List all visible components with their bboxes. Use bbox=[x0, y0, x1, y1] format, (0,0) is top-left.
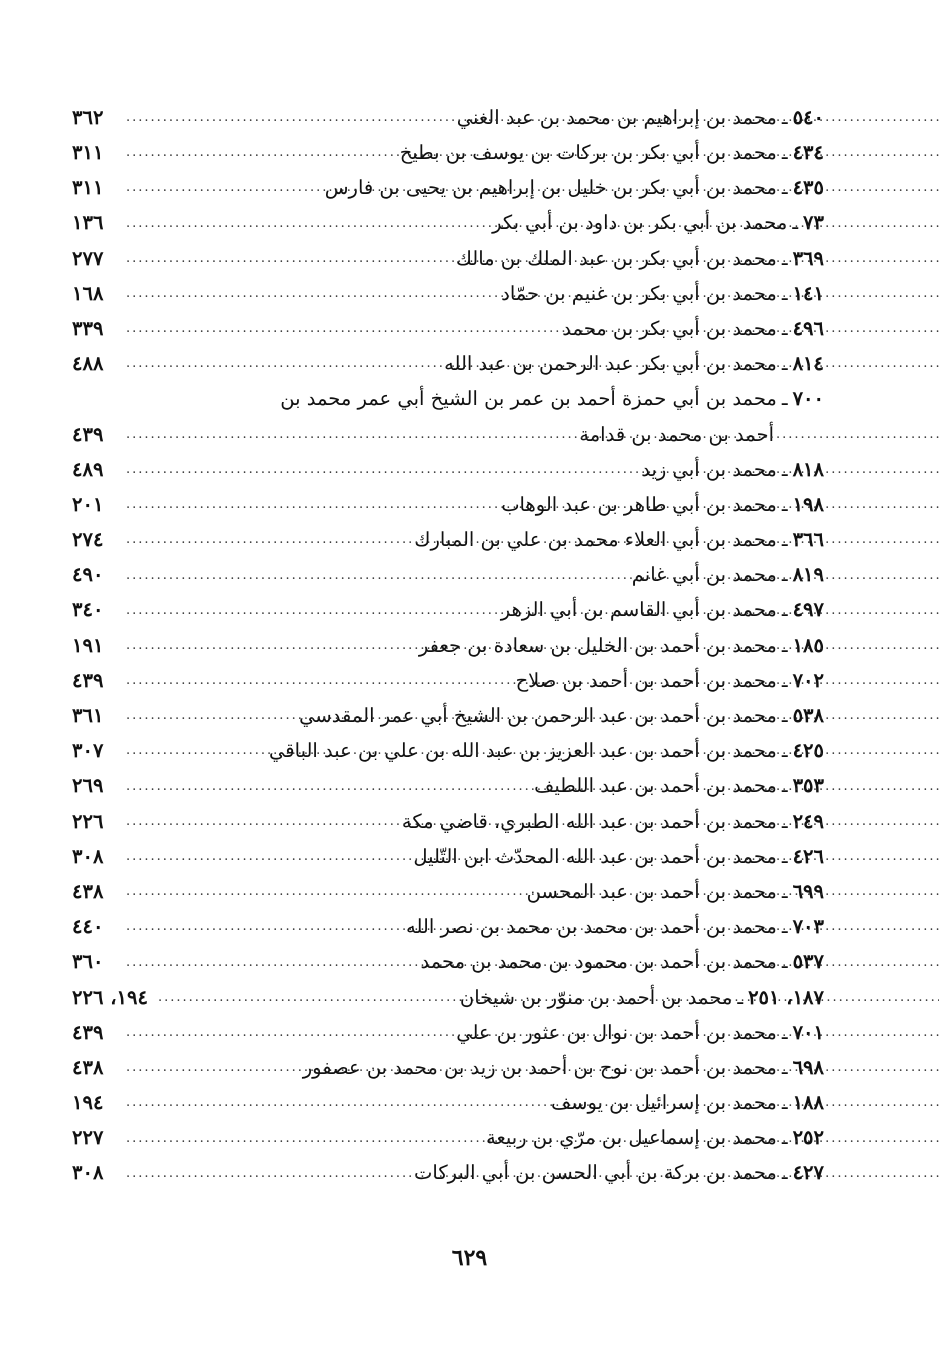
entry-name: محمد بن أبي بكر بن محمد bbox=[562, 316, 777, 340]
index-entry bbox=[72, 1156, 824, 1191]
entry-separator: ـ bbox=[781, 352, 788, 376]
entry-pages: ٣٦٠ bbox=[72, 950, 104, 974]
entry-separator: ـ bbox=[781, 1126, 788, 1150]
entry-name: محمد بن إسرائيل بن يوسف bbox=[550, 1091, 777, 1115]
entry-separator: ـ bbox=[781, 281, 788, 305]
entry-name: محمد بن أحمد بن عبد الرحمن بن الشيخ أبي عمر المقدسي bbox=[299, 704, 777, 728]
entry-number: ١٤١ bbox=[792, 281, 824, 305]
entry-pages: ٣٤٠ bbox=[72, 598, 104, 622]
leader-dots bbox=[116, 498, 501, 511]
entry-number: ٥٤٠ bbox=[792, 105, 824, 129]
leader-dots bbox=[116, 1096, 551, 1109]
entry-separator: ـ bbox=[781, 176, 788, 200]
entry-pages: ١٣٦ bbox=[72, 211, 104, 235]
index-entry-continuation bbox=[72, 417, 824, 452]
leader-dots bbox=[116, 850, 413, 863]
index-entry bbox=[72, 241, 824, 276]
entry-pages: ١٩١ bbox=[72, 633, 104, 657]
entry-name: محمد بن إبراهيم بن محمد بن عبد الغني bbox=[456, 105, 777, 129]
entry-pages: ٣٠٨ bbox=[72, 1161, 104, 1185]
entry-pages: ٤٤٠ bbox=[72, 915, 104, 939]
entry-name: محمد بن أحمد بن محمود بن محمد بن محمد bbox=[420, 950, 777, 974]
index-entry bbox=[72, 452, 824, 487]
entry-name: محمد بن بركة بن أبي الحسن بن أبي البركات bbox=[414, 1161, 777, 1185]
entry-separator: ـ bbox=[781, 563, 788, 587]
entry-separator: ـ bbox=[781, 915, 788, 939]
entry-separator: ـ bbox=[781, 668, 788, 692]
entry-pages: ٣٣٩ bbox=[72, 316, 104, 340]
entry-name-continuation: أحمد بن محمد بن قدامة bbox=[579, 422, 774, 446]
entry-pages: ٣١١ bbox=[72, 176, 104, 200]
entry-number: ٤٢٥ bbox=[792, 739, 824, 763]
entry-pages: ٢٢٦ bbox=[72, 809, 104, 833]
entry-separator: ـ bbox=[781, 704, 788, 728]
leader-dots bbox=[116, 674, 516, 687]
entry-number: ٨١٤ bbox=[792, 352, 824, 376]
leader-dots bbox=[116, 463, 641, 476]
entry-name: محمد بن أحمد بن محمد بن محمد بن نصر الله bbox=[406, 915, 777, 939]
entry-number: ١٨٥ bbox=[792, 633, 824, 657]
entry-number: ٧٠١ bbox=[792, 1020, 824, 1044]
leader-dots bbox=[116, 744, 269, 757]
index-entry bbox=[72, 522, 824, 557]
entry-number: ٤٩٦ bbox=[792, 316, 824, 340]
entry-separator: ـ bbox=[781, 141, 788, 165]
leader-dots bbox=[116, 1026, 456, 1039]
entry-name: محمد بن أبي طاهر بن عبد الوهاب bbox=[501, 492, 777, 516]
leader-dots bbox=[116, 252, 456, 265]
entry-number: ٣٦٩ bbox=[792, 246, 824, 270]
leader-dots bbox=[116, 111, 457, 124]
entry-number: ٦٩٩ bbox=[792, 879, 824, 903]
entry-number: ٦٩٨ bbox=[792, 1055, 824, 1079]
index-list bbox=[72, 100, 824, 1191]
entry-name: محمد بن أبي القاسم بن أبي الزهر bbox=[500, 598, 777, 622]
entry-separator: ـ bbox=[781, 739, 788, 763]
entry-separator: ـ bbox=[781, 1091, 788, 1115]
entry-number: ٤٢٦ bbox=[792, 844, 824, 868]
leader-dots bbox=[116, 357, 444, 370]
entry-separator: ـ bbox=[781, 457, 788, 481]
index-entry bbox=[72, 276, 824, 311]
entry-number: ٥٣٧ bbox=[792, 950, 824, 974]
leader-dots bbox=[116, 604, 501, 617]
entry-name: محمد بن أبي بكر بن غنيم بن حمّاد bbox=[501, 281, 777, 305]
entry-separator: ـ bbox=[781, 844, 788, 868]
entry-number: ٨١٨ bbox=[792, 457, 824, 481]
entry-pages: ٢٧٧ bbox=[72, 246, 104, 270]
entry-name: محمد بن أبي بكر بن خليل بن إبراهيم بن يحيى بن فارس bbox=[324, 176, 777, 200]
entry-number: ٧٠٠ bbox=[792, 387, 824, 411]
entry-number: ٧٣ bbox=[803, 211, 824, 235]
entry-name: محمد بن أحمد بن منوّر بن شيخان bbox=[459, 985, 733, 1009]
index-entry bbox=[72, 382, 824, 417]
entry-number: ٢٤٩ bbox=[792, 809, 824, 833]
entry-number: ٤٩٧ bbox=[792, 598, 824, 622]
entry-separator: ـ bbox=[737, 985, 744, 1009]
entry-name: محمد بن أحمد بن عبد العزيز بن عبد الله بن علي بن عبد الباقي bbox=[269, 739, 777, 763]
leader-dots bbox=[116, 1132, 486, 1145]
index-entry bbox=[72, 945, 824, 980]
entry-pages: ٢٧٤ bbox=[72, 528, 104, 552]
index-entry bbox=[72, 839, 824, 874]
entry-name: محمد بن أحمد بن عبد المحسن bbox=[526, 879, 777, 903]
entry-pages: ٣٠٨ bbox=[72, 844, 104, 868]
entry-number: ٧٠٣ bbox=[792, 915, 824, 939]
index-entry bbox=[72, 804, 824, 839]
entry-pages: ٤٣٩ bbox=[72, 668, 104, 692]
entry-name: محمد بن أحمد بن الخليل بن سعادة بن جعفر bbox=[418, 633, 777, 657]
entry-name: محمد بن أحمد بن نوح بن أحمد بن زيد بن محمد بن عصفور bbox=[302, 1055, 777, 1079]
index-entry bbox=[72, 593, 824, 628]
entry-pages: ٢٢٧ bbox=[72, 1126, 104, 1150]
index-entry bbox=[72, 769, 824, 804]
entry-separator: ـ bbox=[781, 316, 788, 340]
entry-pages: ٤٩٠ bbox=[72, 563, 104, 587]
entry-number: ٥٣٨ bbox=[792, 704, 824, 728]
index-entry bbox=[72, 311, 824, 346]
leader-dots bbox=[116, 181, 325, 194]
index-entry bbox=[72, 663, 824, 698]
page-number: ٦٢٩ bbox=[451, 1245, 488, 1271]
entry-number: ١٨٨ bbox=[792, 1091, 824, 1115]
entry-name: محمد بن أبي غانم bbox=[631, 563, 777, 587]
entry-separator: ـ bbox=[781, 774, 788, 798]
entry-number: ٤٢٧ bbox=[792, 1161, 824, 1185]
entry-pages: ١٦٨ bbox=[72, 281, 104, 305]
leader-dots bbox=[116, 780, 534, 793]
index-entry bbox=[72, 1015, 824, 1050]
entry-pages: ٤٣٩ bbox=[72, 422, 104, 446]
entry-pages: ١٩٤ bbox=[72, 1091, 104, 1115]
entry-name: محمد بن إسماعيل بن مرّي بن ربيعة bbox=[485, 1126, 777, 1150]
entry-number: ٤٣٥ bbox=[792, 176, 824, 200]
entry-number: ٤٣٤ bbox=[792, 141, 824, 165]
entry-separator: ـ bbox=[781, 246, 788, 270]
entry-name: محمد بن أبي بكر بن بركات بن يوسف بن بطيخ bbox=[399, 141, 777, 165]
entry-name: محمد بن أبي زيد bbox=[641, 457, 777, 481]
entry-separator: ـ bbox=[781, 809, 788, 833]
entry-separator: ـ bbox=[781, 1020, 788, 1044]
index-entry bbox=[72, 100, 824, 135]
entry-name: محمد بن أبي حمزة أحمد بن عمر بن الشيخ أبي عمر محمد بن bbox=[280, 387, 777, 411]
entry-pages: ٤٣٨ bbox=[72, 1055, 104, 1079]
entry-separator: ـ bbox=[792, 211, 799, 235]
entry-pages: ٤٨٩ bbox=[72, 457, 104, 481]
index-entry bbox=[72, 909, 824, 944]
leader-dots bbox=[116, 428, 579, 441]
entry-separator: ـ bbox=[781, 950, 788, 974]
index-entry bbox=[72, 980, 824, 1015]
leader-dots bbox=[116, 1061, 303, 1074]
entry-separator: ـ bbox=[781, 1161, 788, 1185]
entry-pages: ١٩٤، ٢٢٦ bbox=[72, 985, 148, 1009]
index-entry bbox=[72, 170, 824, 205]
entry-separator: ـ bbox=[781, 492, 788, 516]
entry-separator: ـ bbox=[781, 633, 788, 657]
entry-name: محمد بن أحمد بن نوال بن عثور بن علي bbox=[456, 1020, 777, 1044]
entry-pages: ٢٠١ bbox=[72, 492, 104, 516]
entry-pages: ٤٣٩ bbox=[72, 1020, 104, 1044]
leader-dots bbox=[116, 533, 414, 546]
entry-pages: ٤٨٨ bbox=[72, 352, 104, 376]
entry-pages: ٣٠٧ bbox=[72, 739, 104, 763]
entry-name: محمد بن أبي بكر بن داود بن أبي بكر bbox=[492, 211, 788, 235]
index-entry bbox=[72, 628, 824, 663]
leader-dots bbox=[116, 885, 527, 898]
leader-dots bbox=[116, 1167, 414, 1180]
entry-pages: ٣٦١ bbox=[72, 704, 104, 728]
index-entry bbox=[72, 1085, 824, 1120]
entry-separator: ـ bbox=[781, 598, 788, 622]
leader-dots bbox=[116, 146, 400, 159]
entry-separator: ـ bbox=[781, 387, 788, 411]
index-entry bbox=[72, 1120, 824, 1155]
index-entry bbox=[72, 733, 824, 768]
entry-separator: ـ bbox=[781, 105, 788, 129]
entry-number: ٣٦٦ bbox=[792, 528, 824, 552]
entry-name: محمد بن أحمد بن عبد اللطيف bbox=[534, 774, 777, 798]
entry-number: ٨١٩ bbox=[792, 563, 824, 587]
index-entry bbox=[72, 206, 824, 241]
entry-pages: ٣١١ bbox=[72, 141, 104, 165]
leader-dots bbox=[116, 956, 421, 969]
entry-name: محمد بن أحمد بن أحمد بن صلاح bbox=[515, 668, 777, 692]
entry-separator: ـ bbox=[781, 528, 788, 552]
entry-name: محمد بن أبي بكر عبد الرحمن بن عبد الله bbox=[444, 352, 777, 376]
entry-name: محمد بن أحمد بن عبد الله المحدّث ابن التّليل bbox=[413, 844, 777, 868]
leader-dots bbox=[116, 217, 492, 230]
entry-number: ٢٥٢ bbox=[792, 1126, 824, 1150]
entry-number: ٧٠٢ bbox=[792, 668, 824, 692]
index-entry bbox=[72, 557, 824, 592]
index-entry bbox=[72, 135, 824, 170]
entry-pages: ٤٣٨ bbox=[72, 879, 104, 903]
entry-name: محمد بن أبي العلاء محمد بن علي بن المبارك bbox=[414, 528, 777, 552]
leader-dots bbox=[116, 287, 501, 300]
entry-number: ١٨٧، ٢٥١ bbox=[748, 985, 824, 1009]
index-entry bbox=[72, 874, 824, 909]
entry-separator: ـ bbox=[781, 879, 788, 903]
index-entry bbox=[72, 487, 824, 522]
leader-dots bbox=[116, 322, 562, 335]
leader-dots bbox=[116, 709, 299, 722]
entry-name: محمد بن أحمد بن عبد الله الطبري، قاضي مكة bbox=[401, 809, 777, 833]
index-entry bbox=[72, 1050, 824, 1085]
leader-dots bbox=[116, 569, 632, 582]
entry-number: ١٩٨ bbox=[792, 492, 824, 516]
leader-dots bbox=[148, 991, 460, 1004]
entry-pages: ٣٦٢ bbox=[72, 105, 104, 129]
leader-dots bbox=[116, 815, 402, 828]
leader-dots bbox=[116, 920, 406, 933]
index-entry bbox=[72, 698, 824, 733]
entry-name: محمد بن أبي بكر بن عبد الملك بن مالك bbox=[455, 246, 777, 270]
entry-separator: ـ bbox=[781, 1055, 788, 1079]
entry-pages: ٢٦٩ bbox=[72, 774, 104, 798]
leader-dots bbox=[116, 639, 419, 652]
entry-number: ٣٥٣ bbox=[792, 774, 824, 798]
index-entry bbox=[72, 346, 824, 381]
